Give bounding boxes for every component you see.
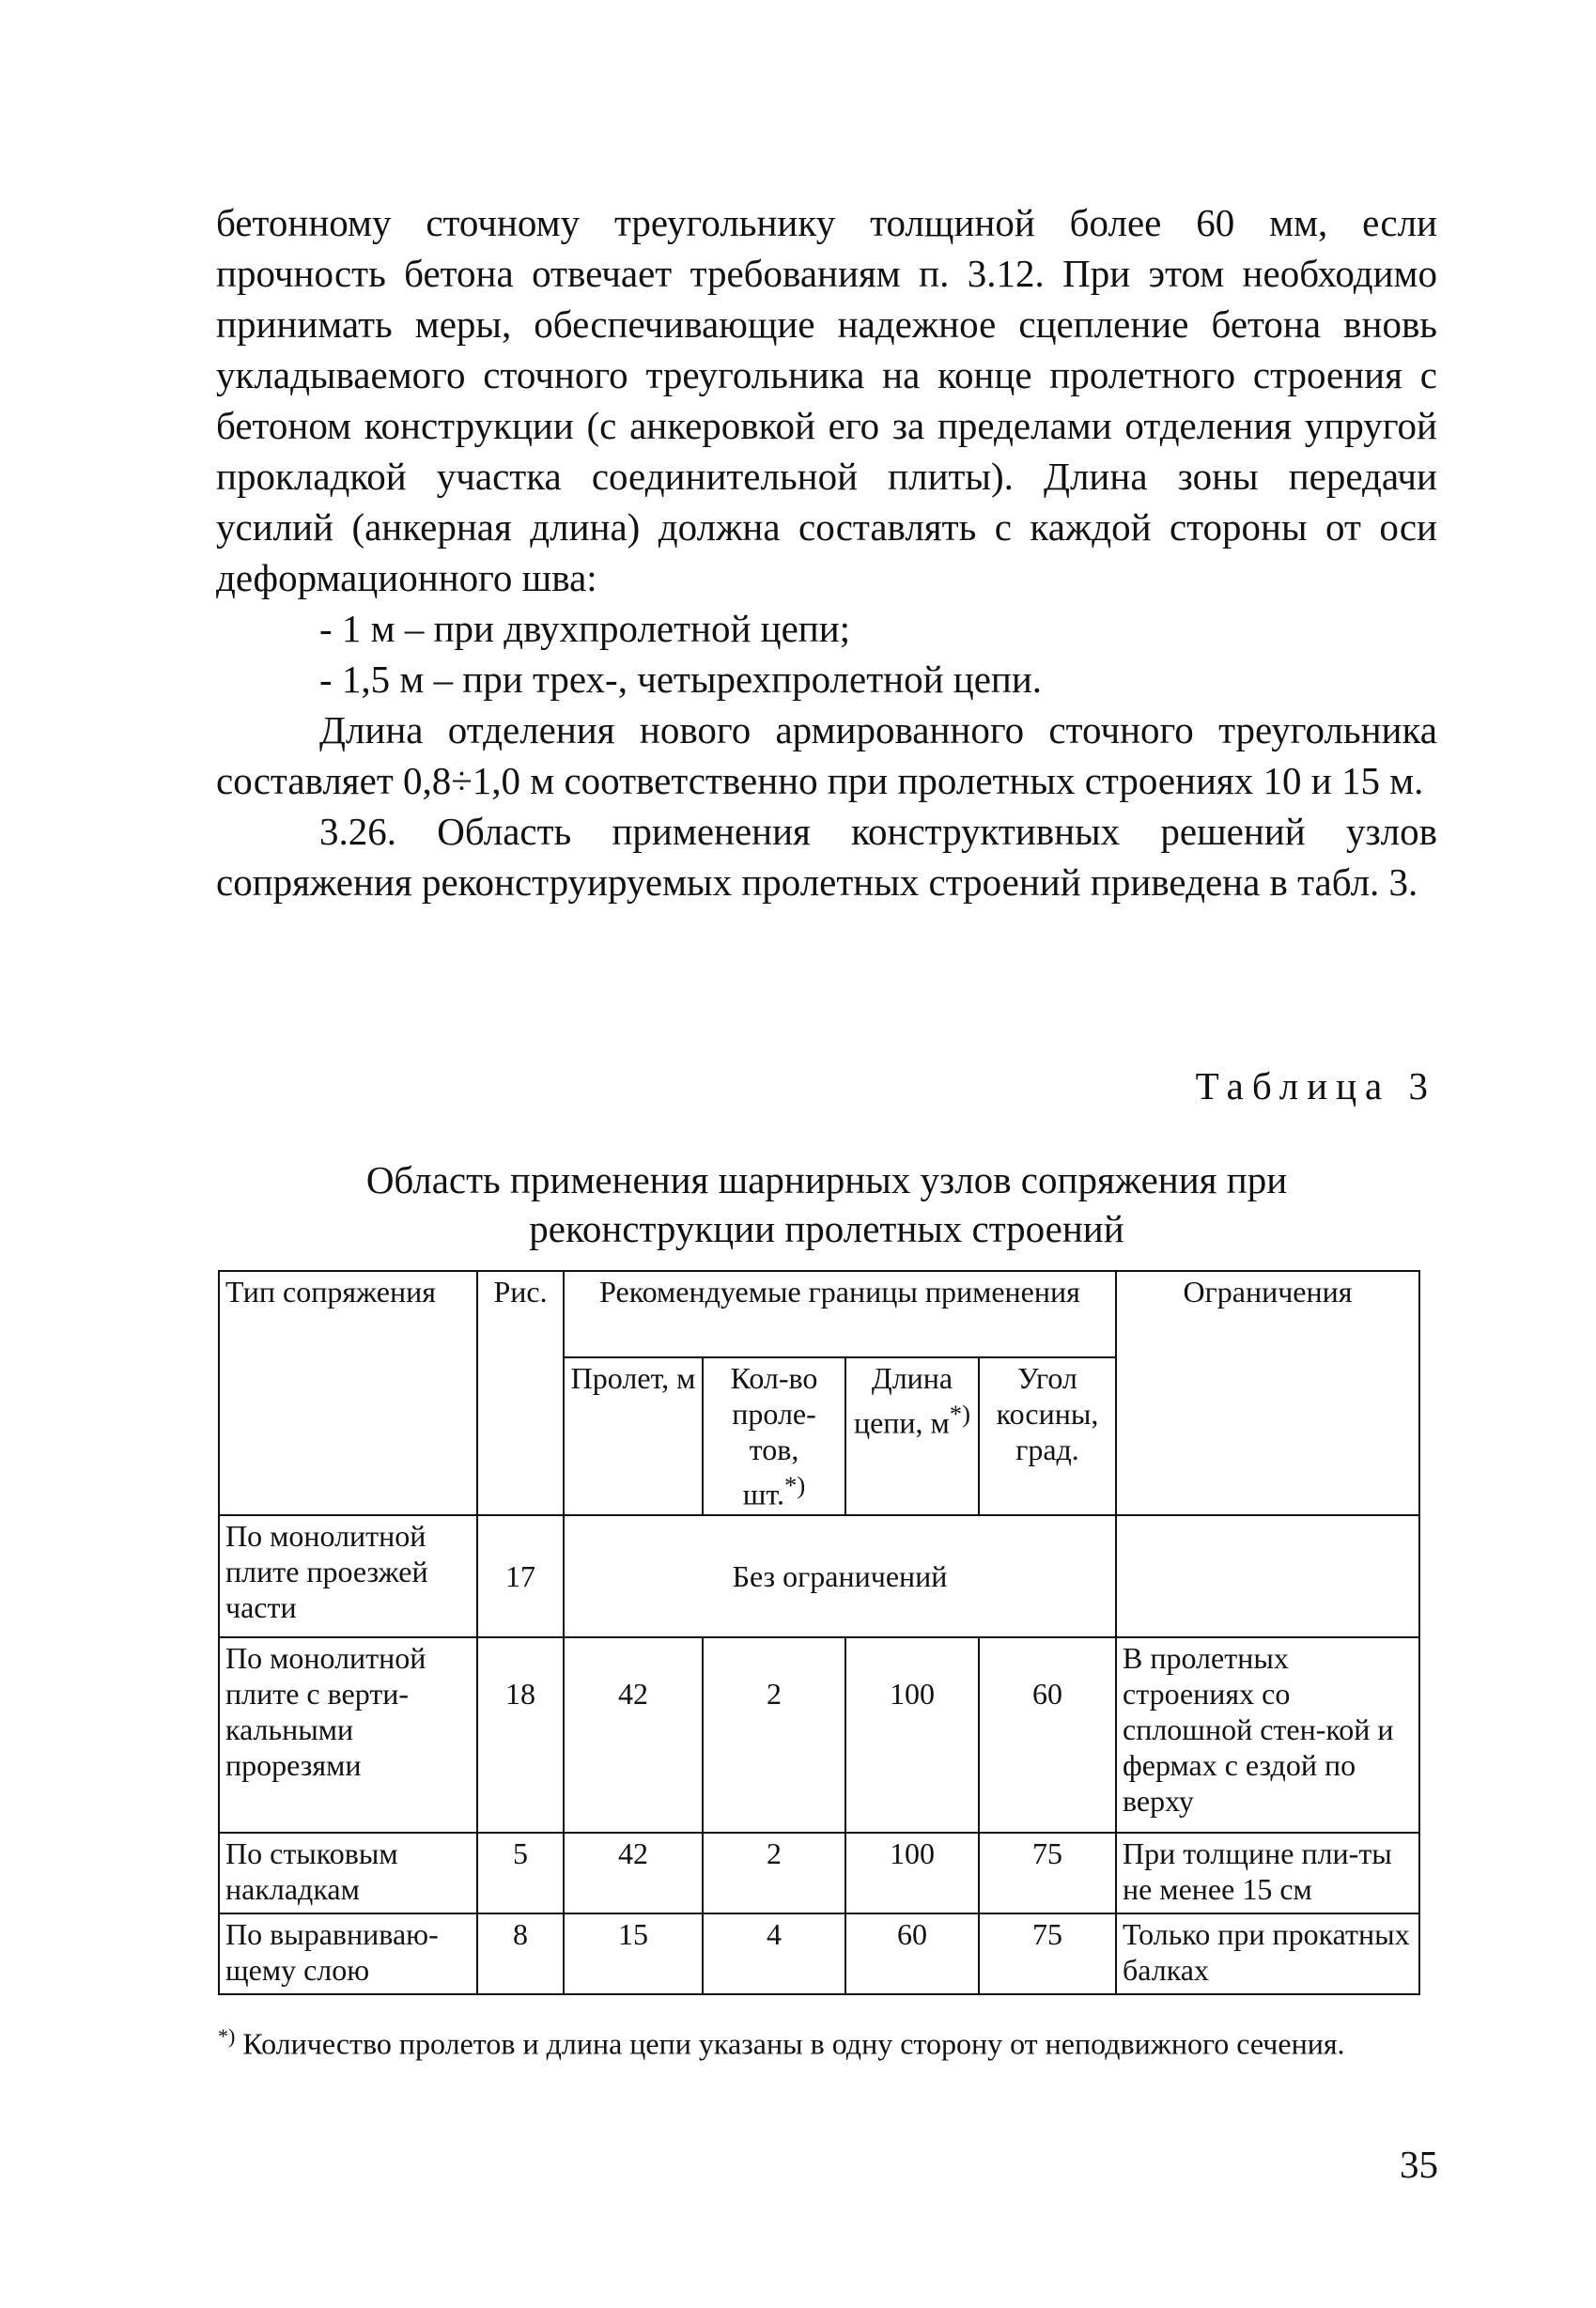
paragraph-continuation: бетонному сточному треугольнику толщиной более 60 мм, если прочность бетона отвечает требованиям п. 3.12. При этом необходимо принимать меры, обеспечивающие надежное сцепление бетона вновь укладываемого сточного треугольника на конце пролетного строения с бетоном конструкции (с анкеровкой его за пределами отделения упругой прокладкой участка соединительной плиты). Длина зоны передачи усилий (анкерная длина) должна составлять с каждой стороны от оси деформационного шва: <box>216 201 1437 599</box>
header-type: Тип сопряжения <box>219 1271 477 1515</box>
cell-chain: 100 <box>845 1833 979 1913</box>
cell-chain: 100 <box>845 1637 979 1833</box>
cell-span: 42 <box>564 1833 703 1913</box>
header-limits: Ограничения <box>1116 1271 1419 1515</box>
table-row <box>219 1637 1419 1833</box>
cell-limits <box>1116 1515 1419 1637</box>
cell-span: 42 <box>564 1637 703 1833</box>
footnote-mark: *) <box>218 2024 236 2048</box>
cell-count: 2 <box>703 1833 845 1913</box>
body-text <box>216 197 1437 907</box>
header-angle: Угол косины, град. <box>979 1357 1116 1515</box>
footnote <box>218 2018 1430 2063</box>
paragraph-length: Длина отделения нового армированного сточного треугольника составляет 0,8÷1,0 м соответственно при пролетных строениях 10 и 15 м. <box>216 708 1437 802</box>
list-item-dash-2: - 1,5 м – при трех-, четырехпролетной цепи. <box>319 658 1043 701</box>
table-row <box>219 1515 1419 1637</box>
application-table <box>218 1270 1420 1995</box>
cell-chain: 60 <box>845 1913 979 1994</box>
header-chain <box>845 1357 979 1515</box>
cell-fig: 18 <box>477 1637 564 1833</box>
cell-fig: 17 <box>477 1515 564 1637</box>
table-row <box>219 1913 1419 1994</box>
page-number: 35 <box>1400 2143 1438 2186</box>
cell-type: По выравниваю-щему слою <box>219 1913 477 1994</box>
header-chain-label: Длина цепи, м <box>853 1361 953 1440</box>
table-title-line-1: Область применения шарнирных узлов сопряжения при <box>365 1158 1288 1201</box>
cell-limits: При толщине пли-ты не менее 15 см <box>1116 1833 1419 1913</box>
footnote-text: Количество пролетов и длина цепи указаны в одну сторону от неподвижного сечения. <box>235 2026 1345 2061</box>
paragraph-3-26: 3.26. Область применения конструктивных решений узлов сопряжения реконструируемых пролетных строений приведена в табл. 3. <box>216 810 1437 904</box>
header-fig: Рис. <box>477 1271 564 1515</box>
table-label: Таблица 3 <box>1195 1064 1436 1108</box>
header-chain-footnote-mark: *) <box>949 1400 971 1428</box>
cell-count: 4 <box>703 1913 845 1994</box>
table-title <box>216 1155 1437 1253</box>
cell-type: По стыковым накладкам <box>219 1833 477 1913</box>
cell-limits: Только при прокатных балках <box>1116 1913 1419 1994</box>
list-item-dash-1: - 1 м – при двухпролетной цепи; <box>319 607 851 650</box>
header-count <box>703 1357 845 1515</box>
header-count-label: Кол-во проле-тов, <box>730 1361 818 1466</box>
cell-fig: 5 <box>477 1833 564 1913</box>
cell-fig: 8 <box>477 1913 564 1994</box>
cell-span: 15 <box>564 1913 703 1994</box>
table-title-line-2: реконструкции пролетных строений <box>529 1207 1124 1250</box>
header-span: Пролет, м <box>564 1357 703 1515</box>
cell-type: По монолитной плите с верти-кальными прорезями <box>219 1637 477 1833</box>
header-count-unit: шт. <box>742 1477 784 1511</box>
cell-merged: Без ограничений <box>564 1515 1116 1637</box>
cell-count: 2 <box>703 1637 845 1833</box>
cell-angle: 75 <box>979 1913 1116 1994</box>
table-row <box>219 1833 1419 1913</box>
cell-angle: 60 <box>979 1637 1116 1833</box>
header-recommended: Рекомендуемые границы применения <box>564 1271 1116 1357</box>
cell-limits: В пролетных строениях со сплошной стен-кой и фермах с ездой по верху <box>1116 1637 1419 1833</box>
cell-angle: 75 <box>979 1833 1116 1913</box>
cell-type: По монолитной плите проезжей части <box>219 1515 477 1637</box>
header-count-footnote-mark: *) <box>784 1471 806 1499</box>
